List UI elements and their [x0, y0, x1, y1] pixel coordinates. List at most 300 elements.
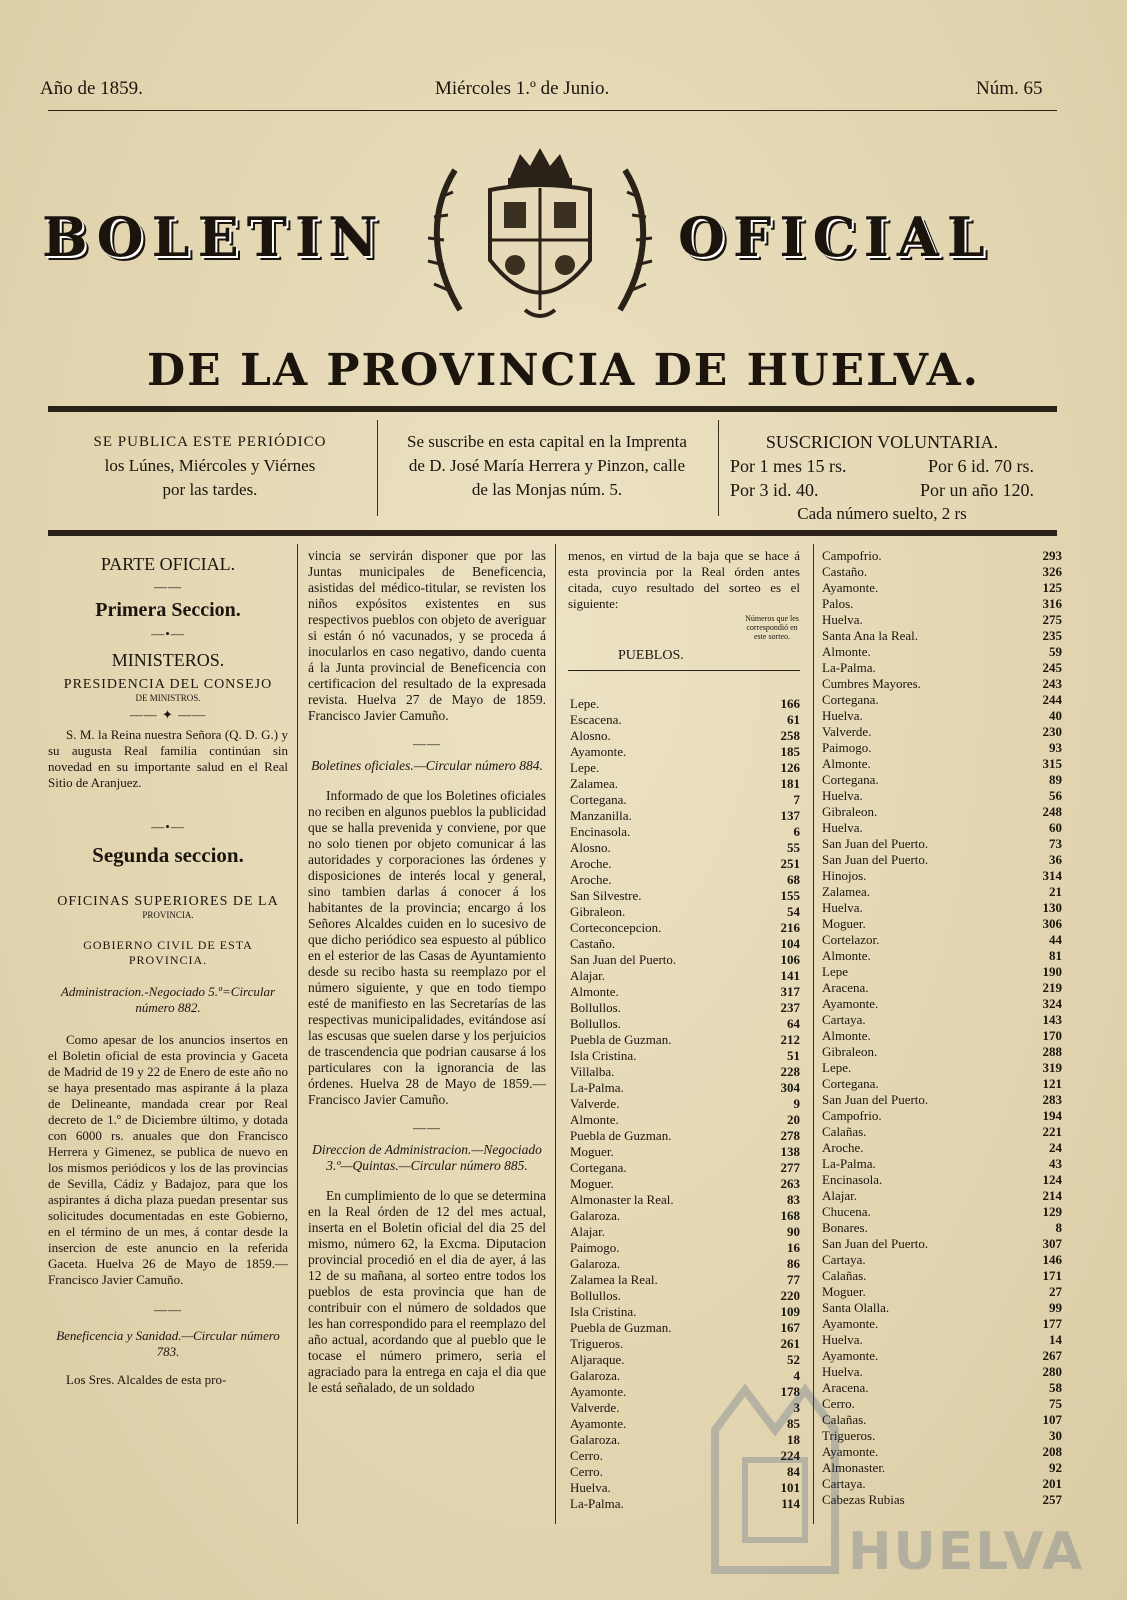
town-name: Huelva. — [822, 612, 863, 627]
town-name: Almonaster. — [822, 1460, 886, 1475]
lottery-row — [570, 696, 800, 712]
prices-title: SUSCRICION VOLUNTARIA. — [765, 432, 999, 452]
draw-number: 263 — [780, 1176, 800, 1191]
lottery-row — [822, 1076, 1062, 1092]
town-name: Puebla de Guzman. — [570, 1032, 672, 1047]
town-name: Campofrio. — [822, 548, 882, 563]
town-name: Trigueros. — [822, 1428, 876, 1443]
place-line-2: de D. José María Herrera y Pinzon, calle — [408, 456, 686, 475]
lottery-row — [822, 804, 1062, 820]
lottery-row — [570, 1096, 800, 1112]
town-name: Chucena. — [822, 1204, 871, 1219]
town-name: Ayamonte. — [822, 1316, 879, 1331]
town-name: Escacena. — [570, 712, 622, 727]
draw-number: 278 — [780, 1128, 800, 1143]
draw-number: 208 — [1042, 1444, 1062, 1459]
town-name: Valverde. — [570, 1400, 620, 1415]
lottery-row — [822, 836, 1062, 852]
lottery-row — [570, 968, 800, 984]
subscription-place — [382, 430, 712, 502]
town-name: Santa Olalla. — [822, 1300, 890, 1315]
town-name: Corteconcepcion. — [570, 920, 662, 935]
draw-number: 235 — [1042, 628, 1062, 643]
lottery-row — [822, 1188, 1062, 1204]
draw-number: 306 — [1042, 916, 1062, 931]
draw-number: 44 — [1049, 932, 1062, 947]
town-name: Bonares. — [822, 1220, 868, 1235]
town-name: Paimogo. — [822, 740, 872, 755]
town-name: Galaroza. — [570, 1368, 621, 1383]
draw-number: 212 — [780, 1032, 800, 1047]
ornament: —— — [154, 579, 182, 594]
draw-number: 326 — [1042, 564, 1062, 579]
town-name: Ayamonte. — [570, 744, 627, 759]
gobierno-heading: GOBIERNO CIVIL DE ESTA PROVINCIA. — [83, 938, 253, 967]
town-name: Alajar. — [570, 968, 606, 983]
town-name: Almonte. — [822, 1028, 871, 1043]
draw-number: 92 — [1049, 1460, 1062, 1475]
lottery-row — [822, 548, 1062, 564]
lottery-row — [570, 936, 800, 952]
town-name: San Juan del Puerto. — [822, 1236, 929, 1251]
parte-oficial-heading: PARTE OFICIAL. — [100, 554, 236, 574]
draw-number: 304 — [780, 1080, 800, 1095]
ornament: —•— — [151, 626, 185, 641]
town-name: Cortegana. — [822, 772, 879, 787]
draw-number: 83 — [787, 1192, 800, 1207]
town-name: Cortelazor. — [822, 932, 880, 947]
town-name: Zalamea. — [570, 776, 618, 791]
draw-number: 30 — [1049, 1428, 1062, 1443]
draw-number: 316 — [1042, 596, 1062, 611]
ornament: —— — [154, 1302, 182, 1317]
draw-number: 190 — [1042, 964, 1062, 979]
town-name: Cerro. — [570, 1448, 603, 1463]
lottery-row — [570, 1176, 800, 1192]
town-name: Cumbres Mayores. — [822, 676, 921, 691]
ornament: —— — [413, 736, 441, 751]
draw-number: 177 — [1042, 1316, 1062, 1331]
lottery-row — [570, 1048, 800, 1064]
draw-number: 245 — [1042, 660, 1062, 675]
lottery-row — [822, 1348, 1062, 1364]
lottery-row — [570, 1224, 800, 1240]
lottery-row — [822, 964, 1062, 980]
lottery-row — [570, 952, 800, 968]
lottery-row — [822, 1332, 1062, 1348]
ministerios-heading: MINISTEROS. — [111, 650, 225, 670]
price-3-months: Por 3 id. 40. — [730, 480, 819, 500]
town-name: San Juan del Puerto. — [822, 836, 929, 851]
column-divider — [555, 544, 556, 1524]
primera-seccion-heading: Primera Seccion. — [95, 599, 241, 621]
lottery-row — [822, 932, 1062, 948]
lottery-row — [570, 1112, 800, 1128]
lottery-row — [570, 920, 800, 936]
de-ministros-heading: DE MINISTROS. — [135, 693, 201, 703]
lottery-row — [822, 1204, 1062, 1220]
coat-of-arms-icon — [420, 140, 660, 330]
draw-number: 324 — [1042, 996, 1062, 1011]
town-name: La-Palma. — [822, 1156, 876, 1171]
draw-number: 219 — [1042, 980, 1062, 995]
circular-783-text: Los Sres. Alcaldes de esta pro- — [66, 1372, 227, 1387]
town-name: Palos. — [822, 596, 854, 611]
circular-783-continued: vincia se servirán disponer que por las Juntas municipales de Beneficencia, asistidas del médico-titular, se revisten los niños expósitos existentes en sus respectivos pueblos con objeto de averiguar si están ó nó vacunados, y se proceda á inocularlos en caso negativo, dando cuenta á la Junta provincial de Beneficencia con certificacion del resultado de la expresada revista. Huelva 27 de Mayo de 1859. Francisco Javier Camuño. — [308, 548, 546, 723]
draw-number: 52 — [787, 1352, 800, 1367]
draw-number: 283 — [1042, 1092, 1062, 1107]
lottery-row — [822, 756, 1062, 772]
draw-number: 81 — [1049, 948, 1062, 963]
draw-number: 89 — [1049, 772, 1062, 787]
lottery-row — [822, 1044, 1062, 1060]
draw-number: 9 — [793, 1096, 800, 1111]
circular-885-text: En cumplimiento de lo que se determina en la Real órden de 12 del mes actual, inserta en el Boletin oficial del dia 25 del mismo, número 62, la Excma. Diputacion provincial procedió en el dia de ayer, á las 12 de su mañana, al sorteo entre todos los pueblos de esta provincia que han de contribuir con el número de soldados que les han correspondido para el reemplazo del año actual, acordando que al pueblo que le tocase el número primero, seria el agraciado para la entrega en caja el dia que le está señalado, de un soldado — [308, 1188, 546, 1395]
town-name: Moguer. — [822, 1284, 866, 1299]
lottery-row — [570, 904, 800, 920]
town-name: Alosno. — [570, 840, 611, 855]
lottery-row — [822, 628, 1062, 644]
draw-number: 61 — [787, 712, 800, 727]
town-name: Huelva. — [570, 1480, 611, 1495]
lottery-row — [822, 1268, 1062, 1284]
town-name: Alajar. — [570, 1224, 606, 1239]
lottery-row — [570, 776, 800, 792]
draw-number: 201 — [1042, 1476, 1062, 1491]
town-name: Cerro. — [822, 1396, 855, 1411]
lottery-row — [570, 712, 800, 728]
price-1-month: Por 1 mes 15 rs. — [730, 456, 847, 476]
price-single: Cada número suelto, 2 rs — [797, 504, 967, 523]
lottery-row — [570, 984, 800, 1000]
town-name: Bollullos. — [570, 1288, 621, 1303]
draw-number: 8 — [1055, 1220, 1062, 1235]
town-name: Almonte. — [822, 756, 871, 771]
draw-number: 251 — [780, 856, 800, 871]
lottery-list-2 — [822, 548, 1062, 1508]
lottery-row — [570, 1160, 800, 1176]
town-name: Ayamonte. — [822, 1444, 879, 1459]
lottery-row — [822, 612, 1062, 628]
price-1-year: Por un año 120. — [920, 480, 1034, 500]
table-rule — [568, 670, 800, 671]
town-name: Zalamea la Real. — [570, 1272, 658, 1287]
draw-number: 16 — [787, 1240, 800, 1255]
draw-number: 77 — [787, 1272, 800, 1287]
circular-882-heading: Administracion.-Negociado 5.º=Circular número 882. — [60, 984, 276, 1015]
town-name: Cartaya. — [822, 1012, 866, 1027]
ornament: —•— — [151, 819, 185, 834]
lottery-row — [822, 596, 1062, 612]
royal-news: S. M. la Reina nuestra Señora (Q. D. G.) y su augusta Real familia continúan sin novedad en su importante salud en el Real Sitio de Aranjuez. — [48, 727, 288, 790]
town-name: La-Palma. — [570, 1080, 624, 1095]
town-name: Huelva. — [822, 1332, 863, 1347]
draw-number: 317 — [780, 984, 800, 999]
draw-number: 315 — [1042, 756, 1062, 771]
circular-783-heading: Beneficencia y Sanidad.—Circular número 783. — [56, 1328, 280, 1359]
lottery-row — [822, 1012, 1062, 1028]
year: Año de 1859. — [40, 78, 143, 99]
lottery-row — [570, 856, 800, 872]
draw-number: 101 — [780, 1480, 800, 1495]
draw-number: 288 — [1042, 1044, 1062, 1059]
draw-number: 178 — [780, 1384, 800, 1399]
lottery-row — [570, 824, 800, 840]
lottery-row — [822, 1060, 1062, 1076]
town-name: Hinojos. — [822, 868, 867, 883]
town-name: Cortegana. — [822, 1076, 879, 1091]
town-name: Encinasola. — [822, 1172, 883, 1187]
draw-number: 18 — [787, 1432, 800, 1447]
town-name: Huelva. — [822, 788, 863, 803]
draw-number: 68 — [787, 872, 800, 887]
lottery-row — [570, 760, 800, 776]
lottery-row — [570, 1304, 800, 1320]
town-name: Zalamea. — [822, 884, 870, 899]
draw-number: 216 — [780, 920, 800, 935]
town-name: Huelva. — [822, 820, 863, 835]
town-name: Manzanilla. — [570, 808, 632, 823]
draw-number: 129 — [1042, 1204, 1062, 1219]
draw-number: 54 — [787, 904, 800, 919]
town-name: Alajar. — [822, 1188, 858, 1203]
watermark-text: HUELVA — [848, 1522, 1085, 1582]
town-name: Lepe — [822, 964, 848, 979]
town-name: San Juan del Puerto. — [822, 852, 929, 867]
draw-number: 138 — [780, 1144, 800, 1159]
draw-number: 64 — [787, 1016, 800, 1031]
lottery-row — [570, 1320, 800, 1336]
thick-rule-bottom — [48, 530, 1057, 536]
town-name: Castaño. — [570, 936, 616, 951]
column-2 — [308, 548, 546, 1396]
town-name: La-Palma. — [570, 1496, 624, 1511]
town-name: Moguer. — [570, 1176, 614, 1191]
draw-number: 248 — [1042, 804, 1062, 819]
town-name: Calañas. — [822, 1412, 867, 1427]
lottery-row — [822, 644, 1062, 660]
draw-number: 84 — [787, 1464, 800, 1479]
draw-number: 244 — [1042, 692, 1062, 707]
draw-number: 114 — [781, 1496, 800, 1511]
town-name: Aracena. — [822, 1380, 869, 1395]
column-divider — [297, 544, 298, 1524]
draw-number: 106 — [780, 952, 800, 967]
town-name: Almonaster la Real. — [570, 1192, 674, 1207]
town-name: Ayamonte. — [822, 996, 879, 1011]
draw-number: 228 — [780, 1064, 800, 1079]
publication-line-2: los Lúnes, Miércoles y Viérnes — [104, 456, 316, 475]
town-name: Encinasola. — [570, 824, 631, 839]
draw-number: 58 — [1049, 1380, 1062, 1395]
town-name: Cartaya. — [822, 1476, 866, 1491]
draw-number: 7 — [793, 792, 800, 807]
issue-number: Núm. 65 — [976, 78, 1043, 99]
ornament: —— — [413, 1120, 441, 1135]
draw-number: 73 — [1049, 836, 1062, 851]
lottery-row — [822, 1156, 1062, 1172]
draw-number: 261 — [780, 1336, 800, 1351]
draw-number: 130 — [1042, 900, 1062, 915]
lottery-row — [822, 660, 1062, 676]
lottery-row — [822, 900, 1062, 916]
draw-number: 55 — [787, 840, 800, 855]
lottery-row — [822, 564, 1062, 580]
draw-number: 314 — [1042, 868, 1062, 883]
lottery-row — [822, 788, 1062, 804]
draw-number: 56 — [1049, 788, 1062, 803]
town-name: Ayamonte. — [822, 1348, 879, 1363]
lottery-row — [822, 820, 1062, 836]
top-rule — [48, 110, 1057, 111]
town-name: Cartaya. — [822, 1252, 866, 1267]
numeros-heading: Números que les correspondió en este sorteo. — [745, 614, 799, 641]
town-name: Isla Cristina. — [570, 1304, 637, 1319]
town-name: Cortegana. — [570, 1160, 627, 1175]
town-name: Almonte. — [822, 948, 871, 963]
draw-number: 181 — [780, 776, 800, 791]
place-line-3: de las Monjas núm. 5. — [471, 480, 623, 499]
town-name: San Juan del Puerto. — [822, 1092, 929, 1107]
prices-row — [722, 478, 1042, 502]
town-name: Aroche. — [822, 1140, 864, 1155]
town-name: Cabezas Rubias — [822, 1492, 905, 1507]
draw-number: 171 — [1042, 1268, 1062, 1283]
town-name: Cerro. — [570, 1464, 603, 1479]
lottery-row — [822, 852, 1062, 868]
lottery-row — [570, 744, 800, 760]
lottery-row — [822, 1124, 1062, 1140]
town-name: Ayamonte. — [570, 1384, 627, 1399]
town-name: Aroche. — [570, 872, 612, 887]
town-name: Lepe. — [822, 1060, 852, 1075]
draw-number: 60 — [1049, 820, 1062, 835]
lottery-row — [570, 1336, 800, 1352]
town-name: Gibraleon. — [822, 1044, 878, 1059]
town-name: Trigueros. — [570, 1336, 624, 1351]
draw-number: 90 — [787, 1224, 800, 1239]
lottery-row — [570, 1080, 800, 1096]
publication-info — [70, 430, 350, 502]
lottery-row — [570, 872, 800, 888]
lottery-row — [822, 1220, 1062, 1236]
lottery-intro: menos, en virtud de la baja que se hace á esta provincia por la Real órden antes citada, cuyo resultado del sorteo es el siguiente: — [568, 548, 800, 611]
draw-number: 166 — [780, 696, 800, 711]
draw-number: 126 — [780, 760, 800, 775]
lottery-row — [822, 948, 1062, 964]
box-divider — [377, 420, 378, 516]
draw-number: 221 — [1042, 1124, 1062, 1139]
lottery-row — [822, 708, 1062, 724]
draw-number: 146 — [1042, 1252, 1062, 1267]
draw-number: 143 — [1042, 1012, 1062, 1027]
draw-number: 275 — [1042, 612, 1062, 627]
town-name: Gibraleon. — [570, 904, 626, 919]
town-name: Villalba. — [570, 1064, 615, 1079]
lottery-row — [570, 1016, 800, 1032]
lottery-row — [570, 840, 800, 856]
lottery-row — [822, 884, 1062, 900]
draw-number: 99 — [1049, 1300, 1062, 1315]
lottery-row — [822, 676, 1062, 692]
ornament: —— ✦ —— — [129, 707, 207, 722]
town-name: San Juan del Puerto. — [570, 952, 677, 967]
lottery-row — [570, 1144, 800, 1160]
draw-number: 124 — [1042, 1172, 1062, 1187]
draw-number: 293 — [1042, 548, 1062, 563]
lottery-row — [822, 980, 1062, 996]
draw-number: 20 — [787, 1112, 800, 1127]
town-name: Campofrio. — [822, 1108, 882, 1123]
lottery-row — [822, 868, 1062, 884]
lottery-row — [570, 1288, 800, 1304]
town-name: Bollullos. — [570, 1000, 621, 1015]
town-name: San Silvestre. — [570, 888, 642, 903]
lottery-row — [822, 692, 1062, 708]
draw-number: 40 — [1049, 708, 1062, 723]
lottery-row — [822, 1252, 1062, 1268]
place-line-1: Se suscribe en esta capital en la Imprenta — [407, 432, 687, 451]
draw-number: 220 — [780, 1288, 800, 1303]
town-name: Almonte. — [822, 644, 871, 659]
lottery-row — [570, 1064, 800, 1080]
draw-number: 319 — [1042, 1060, 1062, 1075]
draw-number: 59 — [1049, 644, 1062, 659]
lottery-row — [570, 1240, 800, 1256]
presidencia-heading: PRESIDENCIA DEL CONSEJO — [63, 677, 273, 692]
lottery-row — [570, 1256, 800, 1272]
lottery-table-header — [568, 612, 800, 672]
town-name: Puebla de Guzman. — [570, 1320, 672, 1335]
draw-number: 277 — [780, 1160, 800, 1175]
draw-number: 230 — [1042, 724, 1062, 739]
lottery-row — [570, 1272, 800, 1288]
town-name: Lepe. — [570, 696, 600, 711]
lottery-row — [822, 916, 1062, 932]
title-right: OFICIAL — [678, 205, 993, 269]
column-1 — [48, 548, 288, 1388]
town-name: Alosno. — [570, 728, 611, 743]
town-name: Isla Cristina. — [570, 1048, 637, 1063]
segunda-seccion-heading: Segunda seccion. — [92, 843, 244, 867]
draw-number: 4 — [793, 1368, 800, 1383]
lottery-row — [822, 1300, 1062, 1316]
town-name: Calañas. — [822, 1268, 867, 1283]
draw-number: 267 — [1042, 1348, 1062, 1363]
draw-number: 257 — [1042, 1492, 1062, 1507]
town-name: Almonte. — [570, 1112, 619, 1127]
town-name: Huelva. — [822, 1364, 863, 1379]
publication-line-1: SE PUBLICA ESTE PERIÓDICO — [93, 434, 327, 450]
town-name: Galaroza. — [570, 1256, 621, 1271]
lottery-row — [822, 1092, 1062, 1108]
draw-number: 107 — [1042, 1412, 1062, 1427]
town-name: Ayamonte. — [822, 580, 879, 595]
draw-number: 27 — [1049, 1284, 1062, 1299]
draw-number: 14 — [1049, 1332, 1062, 1347]
lottery-row — [570, 1000, 800, 1016]
draw-number: 104 — [780, 936, 800, 951]
title-left: BOLETIN — [42, 205, 386, 269]
lottery-row — [822, 772, 1062, 788]
draw-number: 121 — [1042, 1076, 1062, 1091]
draw-number: 86 — [787, 1256, 800, 1271]
town-name: Aracena. — [822, 980, 869, 995]
draw-number: 21 — [1049, 884, 1062, 899]
lottery-row — [822, 1028, 1062, 1044]
draw-number: 141 — [780, 968, 800, 983]
publication-line-3: por las tardes. — [162, 480, 258, 499]
